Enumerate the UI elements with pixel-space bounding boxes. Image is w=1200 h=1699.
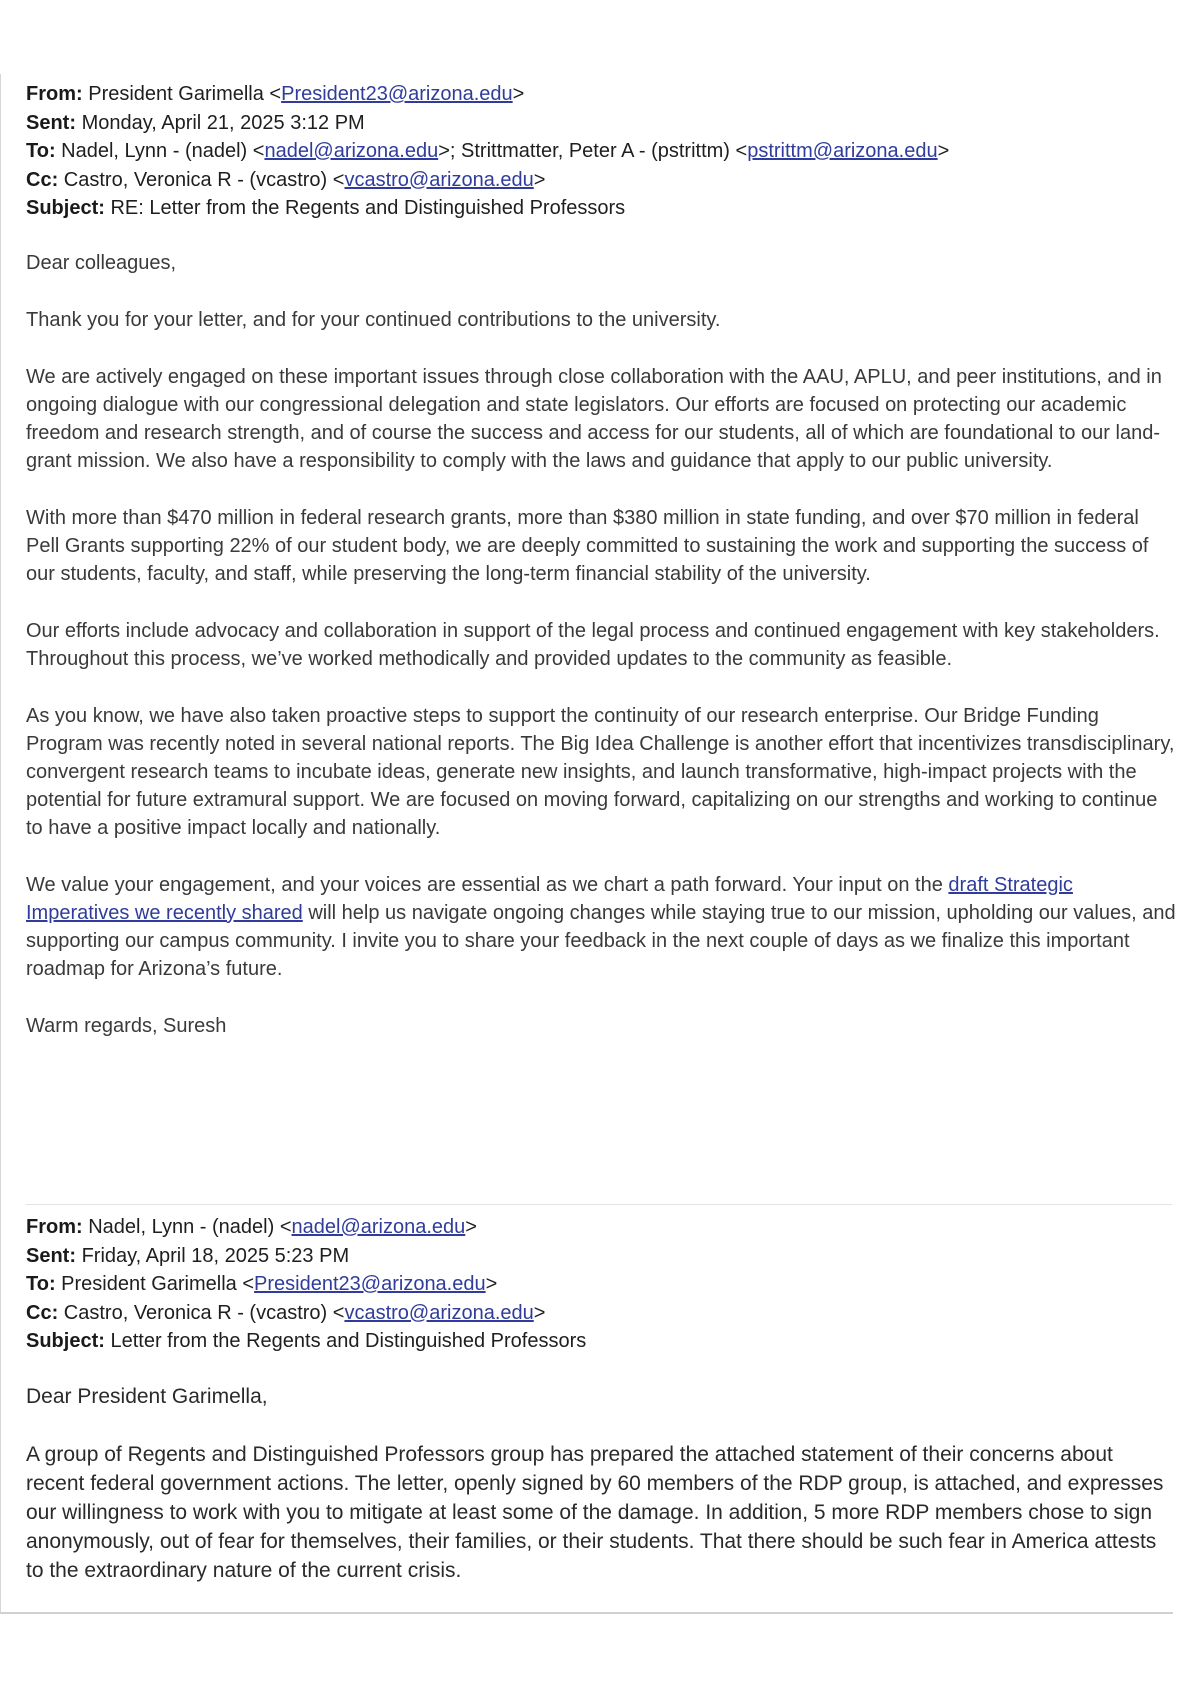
subject-line: Subject: RE: Letter from the Regents and Distinguished Professors [26, 197, 626, 219]
paragraph: We value your engagement, and your voices are essential as we chart a path forward. Your input on the draft Strategic Imperatives we recently shared will help us navigate ongoing changes while staying true to our mission, upholding our values, and supporting our campus community. I invite you to share your feedback in the next couple of days as we finalize this important roadmap for Arizona’s future. [26, 873, 1176, 980]
recipient-email-link[interactable]: pstrittm@arizona.edu [747, 140, 938, 162]
sender-email-link[interactable]: President23@arizona.edu [281, 83, 513, 105]
subject-text: Letter from the Regents and Distinguished Professors [110, 1330, 587, 1352]
original-body [26, 1382, 1176, 1585]
recipient-email-link[interactable]: President23@arizona.edu [254, 1273, 486, 1295]
sent-date: Friday, April 18, 2025 5:23 PM [81, 1244, 350, 1267]
signoff: Warm regards, Suresh [26, 1014, 227, 1037]
paragraph: A group of Regents and Distinguished Professors group has prepared the attached statement of their concerns about recent federal government actions. The letter, openly signed by 60 members of the RDP group, is attached, and expresses our willingness to work with you to mitigate at least some of the damage. In addition, 5 more RDP members chose to sign anonymously, out of fear for themselves, their families, or their students. That there should be such fear in America attests to the extraordinary nature of the current crisis. [26, 1442, 1164, 1582]
cc-email-link[interactable]: vcastro@arizona.edu [344, 168, 534, 191]
sent-date: Monday, April 21, 2025 3:12 PM [81, 111, 365, 134]
paragraph: Our efforts include advocacy and collaboration in support of the legal process and continued engagement with key stakeholders. Throughout this process, we’ve worked methodically and provided updates to the community as feasible. [26, 619, 1160, 670]
subject-line: Subject: Letter from the Regents and Distinguished Professors [26, 1330, 587, 1352]
original-header [26, 1213, 1176, 1356]
cc-line: Cc: Castro, Veronica R - (vcastro) <vcastro@arizona.edu> [26, 168, 546, 191]
subject-text: RE: Letter from the Regents and Distinguished Professors [110, 197, 626, 219]
sent-line: Sent: Monday, April 21, 2025 3:12 PM [26, 111, 365, 134]
cc-email-link[interactable]: vcastro@arizona.edu [344, 1301, 534, 1324]
paragraph: Thank you for your letter, and for your continued contributions to the university. [26, 308, 721, 331]
to-line: To: President Garimella <President23@arizona.edu> [26, 1273, 498, 1295]
greeting: Dear President Garimella, [26, 1384, 268, 1408]
sender-email-link[interactable]: nadel@arizona.edu [291, 1216, 466, 1238]
paragraph: We are actively engaged on these important issues through close collaboration with the AAU, APLU, and peer institutions, and in ongoing dialogue with our congressional delegation and state legislators. Our efforts are focused on protecting our academic freedom and research strength, and of course the success and access for our students, all of which are foundational to our land-grant mission. We also have a responsibility to comply with the laws and guidance that apply to our public university. [26, 365, 1162, 472]
strategic-imperatives-link[interactable]: draft Strategic Imperatives we recently shared [26, 873, 1073, 924]
sender-name: Nadel, Lynn - (nadel) [88, 1216, 275, 1238]
message-divider [26, 1204, 1172, 1205]
from-line: From: Nadel, Lynn - (nadel) <nadel@arizona.edu> [26, 1216, 477, 1238]
to-line: To: Nadel, Lynn - (nadel) <nadel@arizona.edu>; Strittmatter, Peter A - (pstrittm) <pstrittm@arizona.edu> [26, 140, 950, 162]
paragraph: With more than $470 million in federal research grants, more than $380 million in state funding, and over $70 million in federal Pell Grants supporting 22% of our student body, we are deeply committed to sustaining the work and supporting the success of our students, faculty, and staff, while preserving the long-term financial stability of the university. [26, 506, 1149, 585]
greeting: Dear colleagues, [26, 251, 177, 274]
sender-name: President Garimella [88, 83, 264, 105]
paragraph: As you know, we have also taken proactive steps to support the continuity of our research enterprise. Our Bridge Funding Program was recently noted in several national reports. The Big Idea Challenge is another effort that incentivizes transdisciplinary, convergent research teams to incubate ideas, generate new insights, and launch transformative, high-impact projects with the potential for future extramural support. We are focused on moving forward, capitalizing on our strengths and working to continue to have a positive impact locally and nationally. [26, 704, 1175, 839]
recipient-email-link[interactable]: nadel@arizona.edu [264, 140, 439, 162]
from-line: From: President Garimella <President23@arizona.edu> [26, 83, 525, 105]
sent-line: Sent: Friday, April 18, 2025 5:23 PM [26, 1244, 350, 1267]
original-message [26, 1213, 1176, 1614]
reply-header [26, 80, 1176, 223]
reply-message [26, 80, 1176, 1069]
cc-line: Cc: Castro, Veronica R - (vcastro) <vcastro@arizona.edu> [26, 1301, 546, 1324]
reply-body [26, 249, 1176, 1040]
